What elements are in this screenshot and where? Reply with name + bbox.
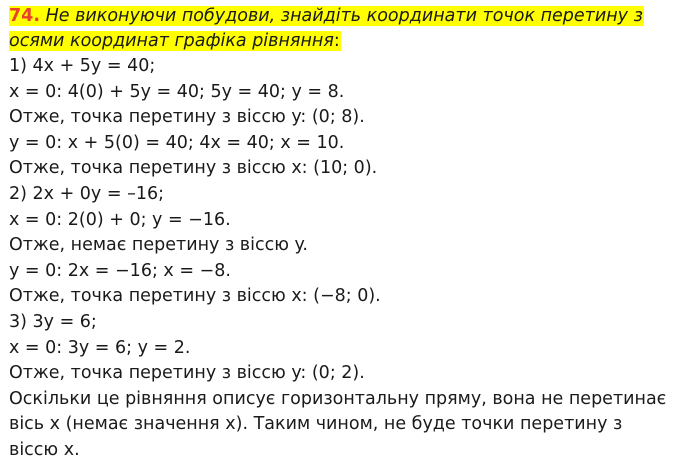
case-3-equation: 3) 3y = 6; <box>9 311 97 332</box>
conclusion-line-1: Оскільки це рівняння описує горизонтальну пряму, вона не перетинає <box>9 388 667 409</box>
conclusion-line-2: вісь x (немає значення x). Таким чином, не буде точки перетину з <box>9 414 623 435</box>
problem-heading-line-1 <box>9 4 695 29</box>
problem-statement-colon: : <box>333 31 340 51</box>
case-1-equation: 1) 4x + 5y = 40; <box>9 56 156 76</box>
case-3-y-axis-result: Отже, точка перетину з віссю y: (0; 2). <box>9 363 365 384</box>
problem-highlight-1 <box>9 6 644 26</box>
case-1-x-axis-result: Отже, точка перетину з віссю x: (10; 0). <box>9 158 378 179</box>
case-2-y-zero: y = 0: 2x = −16; x = −8. <box>9 260 231 281</box>
case-2-y-axis-result: Отже, немає перетину з віссю y. <box>9 235 308 256</box>
case-1-y-axis-result: Отже, точка перетину з віссю y: (0; 8). <box>9 107 365 128</box>
problem-statement-part-1: Не виконуючи побудови, знайдіть координати точок перетину з <box>45 6 643 26</box>
case-2-x-axis-result: Отже, точка перетину з віссю x: (−8; 0). <box>9 286 381 307</box>
case-3-x-zero: x = 0: 3y = 6; y = 2. <box>9 337 191 358</box>
problem-highlight-2 <box>9 31 341 51</box>
case-2-equation: 2) 2x + 0y = –16; <box>9 183 164 204</box>
problem-statement-part-2: осями координат графіка рівняння <box>9 31 334 51</box>
conclusion-line-3: віссю x. <box>9 439 80 460</box>
case-2-x-zero: x = 0: 2(0) + 0; y = −16. <box>9 209 231 230</box>
problem-heading-line-2 <box>9 29 695 54</box>
case-1-y-zero: y = 0: x + 5(0) = 40; 4x = 40; x = 10. <box>9 132 345 153</box>
case-1-x-zero: x = 0: 4(0) + 5y = 40; 5y = 40; y = 8. <box>9 81 345 102</box>
problem-number: 74. <box>9 6 41 26</box>
